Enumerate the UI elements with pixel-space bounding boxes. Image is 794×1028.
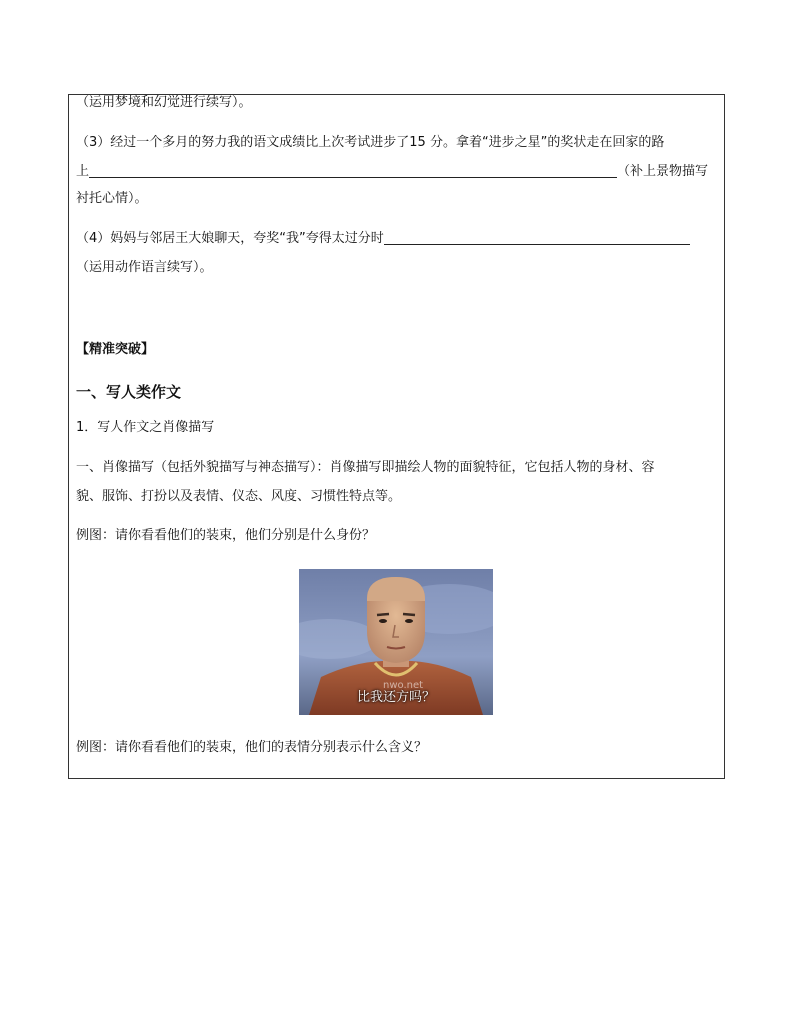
text-line-3 — [76, 163, 708, 181]
watermark-text: nwo.net — [383, 680, 424, 691]
text-line-1: （运用梦境和幻觉进行续写）。 — [76, 95, 252, 110]
example-question-1: 例图：请你看看他们的装束，他们分别是什么身份？ — [76, 528, 376, 543]
definition-line-1: 一、肖像描写（包括外貌描写与神态描写）：肖像描写即描绘人物的面貌特征，它包括人物的身材、容 — [76, 460, 655, 475]
definition-line-2: 貌、服饰、打扮以及表情、仪态、风度、习惯性特点等。 — [76, 489, 402, 504]
subheading: 1．写人作文之肖像描写 — [76, 420, 215, 435]
fill-blank-1[interactable] — [89, 163, 617, 178]
figure-caption: 比我还方吗？ — [356, 690, 435, 705]
text-line-5 — [76, 230, 690, 248]
text-line-5-text: （4）妈妈与邻居王大娘聊天，夸奖“我”夸得太过分时 — [76, 231, 384, 246]
text-line-6: （运用动作语言续写）。 — [76, 260, 213, 275]
fill-blank-2[interactable] — [384, 230, 690, 245]
text-line-4: 衬托心情）。 — [76, 191, 148, 206]
text-line-3-end: （补上景物描写 — [617, 164, 709, 179]
text-line-3-start: 上 — [76, 164, 90, 179]
section-title: 【精准突破】 — [76, 342, 155, 357]
text-line-2: （3）经过一个多月的努力我的语文成绩比上次考试进步了15 分。拿着“进步之星”的奖状走在回家的路 — [76, 135, 665, 150]
example-question-2: 例图：请你看看他们的装束，他们的表情分别表示什么含义？ — [76, 740, 428, 755]
heading: 一、写人类作文 — [76, 383, 182, 401]
example-figure — [299, 569, 493, 715]
